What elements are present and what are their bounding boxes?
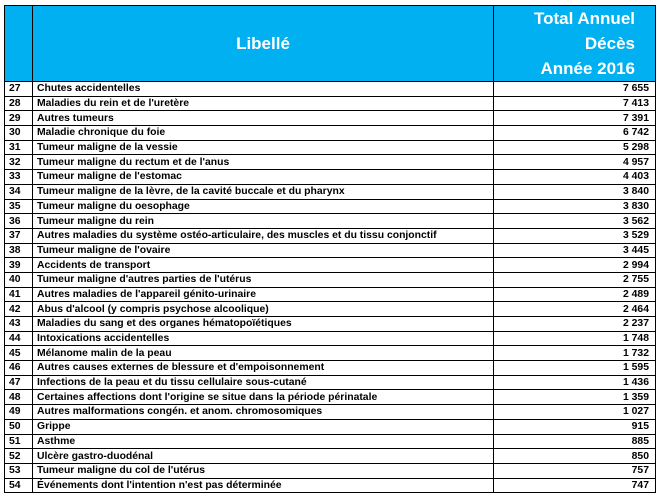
- row-rank: 29: [5, 111, 33, 126]
- row-label: Ulcère gastro-duodénal: [33, 449, 494, 464]
- table-row: [5, 375, 656, 390]
- row-value: 3 529: [494, 228, 656, 243]
- row-value: 1 595: [494, 361, 656, 376]
- row-value: 885: [494, 434, 656, 449]
- row-rank: 34: [5, 184, 33, 199]
- row-label: Tumeur maligne de l'estomac: [33, 170, 494, 185]
- row-rank: 28: [5, 96, 33, 111]
- row-label: Infections de la peau et du tissu cellulaire sous-cutané: [33, 375, 494, 390]
- row-value: 915: [494, 419, 656, 434]
- table-row: [5, 96, 656, 111]
- table-row: [5, 390, 656, 405]
- row-label: Autres tumeurs: [33, 111, 494, 126]
- row-value: 2 237: [494, 317, 656, 332]
- row-rank: 33: [5, 170, 33, 185]
- table-row: [5, 155, 656, 170]
- table-row: [5, 331, 656, 346]
- table-row: [5, 258, 656, 273]
- table-row: [5, 82, 656, 97]
- row-rank: 52: [5, 449, 33, 464]
- header-total-line: Année 2016: [540, 59, 635, 78]
- row-value: 2 755: [494, 272, 656, 287]
- row-value: 4 403: [494, 170, 656, 185]
- table-row: [5, 243, 656, 258]
- row-value: 1 359: [494, 390, 656, 405]
- row-rank: 54: [5, 478, 33, 493]
- row-rank: 37: [5, 228, 33, 243]
- row-value: 6 742: [494, 126, 656, 141]
- row-value: 2 464: [494, 302, 656, 317]
- row-rank: 32: [5, 155, 33, 170]
- row-rank: 39: [5, 258, 33, 273]
- row-rank: 44: [5, 331, 33, 346]
- row-rank: 43: [5, 317, 33, 332]
- row-rank: 42: [5, 302, 33, 317]
- row-rank: 45: [5, 346, 33, 361]
- table-row: [5, 419, 656, 434]
- row-label: Abus d'alcool (y compris psychose alcoolique): [33, 302, 494, 317]
- header-total-line: Décès: [584, 34, 635, 53]
- table-row: [5, 449, 656, 464]
- row-value: 7 413: [494, 96, 656, 111]
- row-label: Tumeur maligne du col de l'utérus: [33, 463, 494, 478]
- row-label: Tumeur maligne d'autres parties de l'utérus: [33, 272, 494, 287]
- row-label: Tumeur maligne du rectum et de l'anus: [33, 155, 494, 170]
- table-row: [5, 287, 656, 302]
- row-value: 3 840: [494, 184, 656, 199]
- row-rank: 38: [5, 243, 33, 258]
- row-rank: 50: [5, 419, 33, 434]
- row-value: 3 562: [494, 214, 656, 229]
- row-rank: 49: [5, 405, 33, 420]
- row-label: Asthme: [33, 434, 494, 449]
- row-value: 7 655: [494, 82, 656, 97]
- row-label: Certaines affections dont l'origine se situe dans la période périnatale: [33, 390, 494, 405]
- header-row: [5, 6, 656, 82]
- row-value: 1 732: [494, 346, 656, 361]
- table-row: [5, 346, 656, 361]
- row-label: Autres malformations congén. et anom. chromosomiques: [33, 405, 494, 420]
- row-label: Tumeur maligne de l'ovaire: [33, 243, 494, 258]
- row-rank: 41: [5, 287, 33, 302]
- row-rank: 48: [5, 390, 33, 405]
- row-label: Tumeur maligne du rein: [33, 214, 494, 229]
- row-label: Grippe: [33, 419, 494, 434]
- table-body: [5, 82, 656, 493]
- row-rank: 40: [5, 272, 33, 287]
- row-rank: 36: [5, 214, 33, 229]
- deaths-table: [4, 5, 656, 493]
- row-label: Tumeur maligne du oesophage: [33, 199, 494, 214]
- header-total-line: Total Annuel: [533, 9, 635, 28]
- table-row: [5, 199, 656, 214]
- row-label: Maladies du rein et de l'uretère: [33, 96, 494, 111]
- row-label: Autres maladies de l'appareil génito-urinaire: [33, 287, 494, 302]
- table-row: [5, 463, 656, 478]
- table-row: [5, 478, 656, 493]
- table-row: [5, 140, 656, 155]
- row-value: 3 445: [494, 243, 656, 258]
- row-rank: 30: [5, 126, 33, 141]
- row-rank: 35: [5, 199, 33, 214]
- row-rank: 31: [5, 140, 33, 155]
- row-rank: 46: [5, 361, 33, 376]
- row-label: Événements dont l'intention n'est pas déterminée: [33, 478, 494, 493]
- row-label: Maladie chronique du foie: [33, 126, 494, 141]
- table-row: [5, 302, 656, 317]
- row-value: 850: [494, 449, 656, 464]
- row-label: Tumeur maligne de la lèvre, de la cavité buccale et du pharynx: [33, 184, 494, 199]
- table-row: [5, 361, 656, 376]
- table-row: [5, 214, 656, 229]
- row-label: Maladies du sang et des organes hématopoïétiques: [33, 317, 494, 332]
- row-label: Intoxications accidentelles: [33, 331, 494, 346]
- row-label: Mélanome malin de la peau: [33, 346, 494, 361]
- row-value: 5 298: [494, 140, 656, 155]
- header-libelle: Libellé: [33, 6, 494, 82]
- row-value: 757: [494, 463, 656, 478]
- row-rank: 47: [5, 375, 33, 390]
- row-value: 7 391: [494, 111, 656, 126]
- header-rank-cell: [5, 6, 33, 82]
- row-value: 2 489: [494, 287, 656, 302]
- header-total: [494, 6, 656, 82]
- row-value: 1 436: [494, 375, 656, 390]
- row-value: 2 994: [494, 258, 656, 273]
- table-row: [5, 170, 656, 185]
- row-value: 4 957: [494, 155, 656, 170]
- row-value: 1 027: [494, 405, 656, 420]
- table-row: [5, 317, 656, 332]
- row-rank: 53: [5, 463, 33, 478]
- row-rank: 51: [5, 434, 33, 449]
- row-label: Autres causes externes de blessure et d'empoisonnement: [33, 361, 494, 376]
- row-label: Tumeur maligne de la vessie: [33, 140, 494, 155]
- table-row: [5, 228, 656, 243]
- row-value: 747: [494, 478, 656, 493]
- row-value: 3 830: [494, 199, 656, 214]
- row-value: 1 748: [494, 331, 656, 346]
- row-rank: 27: [5, 82, 33, 97]
- table-row: [5, 184, 656, 199]
- row-label: Autres maladies du système ostéo-articulaire, des muscles et du tissu conjonctif: [33, 228, 494, 243]
- table-row: [5, 272, 656, 287]
- row-label: Accidents de transport: [33, 258, 494, 273]
- row-label: Chutes accidentelles: [33, 82, 494, 97]
- table-row: [5, 111, 656, 126]
- table-row: [5, 434, 656, 449]
- table-row: [5, 405, 656, 420]
- table-row: [5, 126, 656, 141]
